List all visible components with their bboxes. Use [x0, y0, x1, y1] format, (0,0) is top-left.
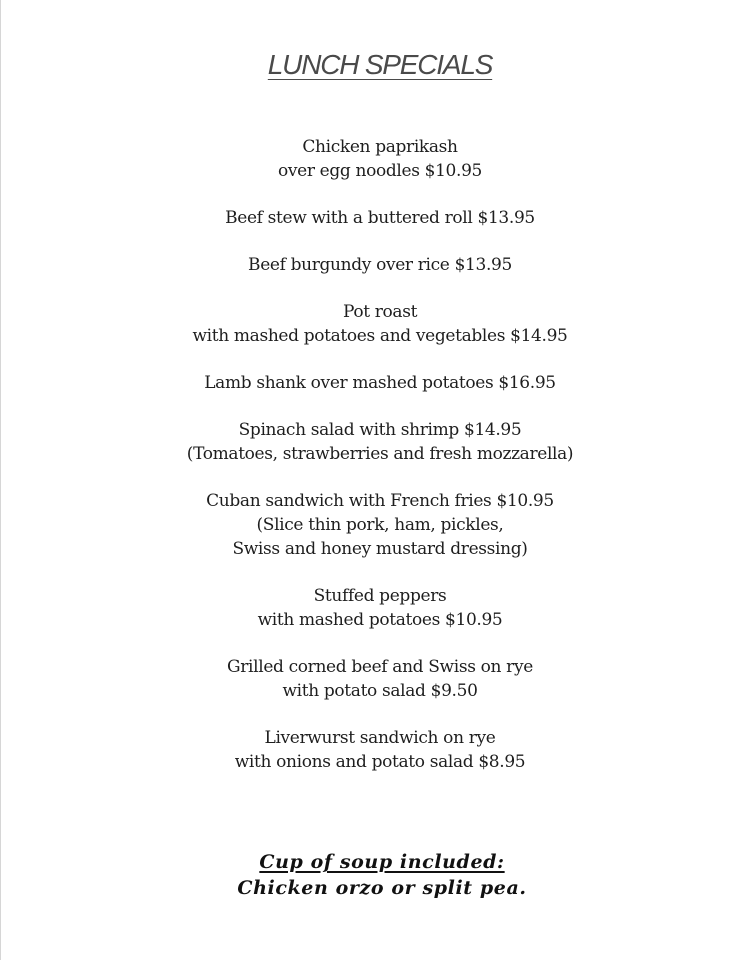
soup-heading: Cup of soup included:	[259, 851, 505, 873]
item-line: with mashed potatoes and vegetables $14.95	[192, 326, 568, 346]
item-line: with potato salad $9.50	[282, 681, 478, 701]
item-line: Swiss and honey mustard dressing)	[232, 539, 528, 559]
item-line: Lamb shank over mashed potatoes $16.95	[204, 373, 556, 393]
item-line: with onions and potato salad $8.95	[234, 752, 526, 772]
item-line: Beef stew with a buttered roll $13.95	[225, 208, 535, 228]
item-line: Liverwurst sandwich on rye	[264, 728, 496, 748]
item-line: Stuffed peppers	[313, 586, 447, 606]
item-line: Cuban sandwich with French fries $10.95	[206, 491, 554, 511]
item-line: over egg noodles $10.95	[277, 161, 483, 181]
item-line: (Tomatoes, strawberries and fresh mozzarella)	[186, 444, 574, 464]
menu-item	[0, 584, 752, 632]
menu-item	[0, 206, 752, 230]
item-line: Beef burgundy over rice $13.95	[248, 255, 512, 275]
menu-item	[0, 655, 752, 703]
menu-item	[0, 135, 752, 183]
item-line: with mashed potatoes $10.95	[257, 610, 503, 630]
menu-item	[0, 418, 752, 466]
item-line: Pot roast	[342, 302, 418, 322]
soup-options: Chicken orzo or split pea.	[237, 877, 527, 899]
soup-note	[0, 849, 752, 901]
specials-list	[0, 135, 752, 797]
item-line: Spinach salad with shrimp $14.95	[238, 420, 522, 440]
item-line: (Slice thin pork, ham, pickles,	[256, 515, 504, 535]
item-line: Chicken paprikash	[302, 137, 458, 157]
menu-item	[0, 489, 752, 561]
menu-item	[0, 300, 752, 348]
menu-item	[0, 371, 752, 395]
menu-item	[0, 726, 752, 774]
menu-title: LUNCH SPECIALS	[267, 49, 493, 80]
item-line: Grilled corned beef and Swiss on rye	[227, 657, 533, 677]
menu-item	[0, 253, 752, 277]
